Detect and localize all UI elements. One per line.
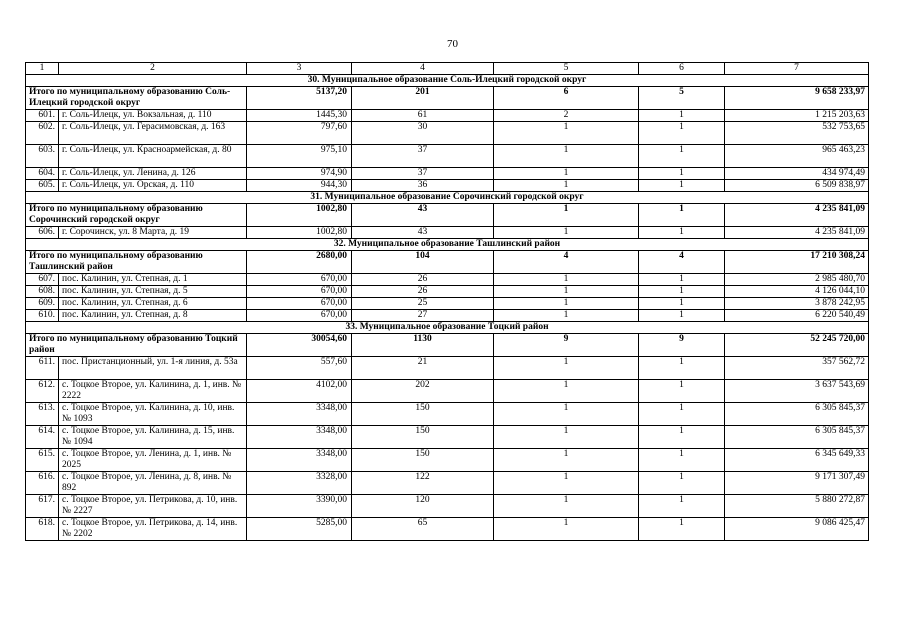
address-cell: г. Соль-Илецк, ул. Герасимовская, д. 163 xyxy=(59,122,247,145)
cost-cell: 9 171 307,49 xyxy=(725,472,869,495)
address-cell: пос. Калинин, ул. Степная, д. 5 xyxy=(59,286,247,298)
address-cell: с. Тоцкое Второе, ул. Калинина, д. 1, инв. № 2222 xyxy=(59,380,247,403)
section-title: 30. Муниципальное образование Соль-Илецкий городской округ xyxy=(26,75,869,87)
total-label: Итого по муниципальному образованию Тоцкий район xyxy=(26,334,247,357)
header-cell: 7 xyxy=(725,63,869,75)
buildings-cell: 1 xyxy=(639,122,725,145)
cost-cell: 3 637 543,69 xyxy=(725,380,869,403)
header-cell: 5 xyxy=(494,63,639,75)
residents-cell: 27 xyxy=(352,310,494,322)
area-cell: 4102,00 xyxy=(247,380,352,403)
count-cell: 1 xyxy=(494,380,639,403)
residents-cell: 202 xyxy=(352,380,494,403)
table-row xyxy=(26,403,869,426)
row-number-cell: 617. xyxy=(26,495,59,518)
area-cell: 797,60 xyxy=(247,122,352,145)
row-number-cell: 615. xyxy=(26,449,59,472)
row-number-cell: 606. xyxy=(26,227,59,239)
area-cell: 1445,30 xyxy=(247,110,352,122)
buildings-cell: 1 xyxy=(639,298,725,310)
area-cell: 974,90 xyxy=(247,168,352,180)
count-cell: 1 xyxy=(494,426,639,449)
section-title: 32. Муниципальное образование Ташлинский район xyxy=(26,239,869,251)
buildings-cell: 1 xyxy=(639,145,725,168)
housing-register-table xyxy=(25,62,869,541)
address-cell: с. Тоцкое Второе, ул. Калинина, д. 10, инв. № 1093 xyxy=(59,403,247,426)
buildings-cell: 1 xyxy=(639,449,725,472)
count-cell: 1 xyxy=(494,403,639,426)
cost-cell: 6 220 540,49 xyxy=(725,310,869,322)
row-number-cell: 613. xyxy=(26,403,59,426)
count-cell: 1 xyxy=(494,180,639,192)
total-area-cell: 30054,60 xyxy=(247,334,352,357)
cost-cell: 6 305 845,37 xyxy=(725,403,869,426)
residents-cell: 61 xyxy=(352,110,494,122)
residents-cell: 37 xyxy=(352,168,494,180)
total-area-cell: 2680,00 xyxy=(247,251,352,274)
area-cell: 670,00 xyxy=(247,298,352,310)
section-title: 33. Муниципальное образование Тоцкий район xyxy=(26,322,869,334)
table-row xyxy=(26,518,869,541)
total-row xyxy=(26,87,869,110)
total-count-cell: 4 xyxy=(494,251,639,274)
area-cell: 975,10 xyxy=(247,145,352,168)
buildings-cell: 1 xyxy=(639,472,725,495)
buildings-cell: 1 xyxy=(639,180,725,192)
count-cell: 1 xyxy=(494,274,639,286)
table-row xyxy=(26,122,869,145)
row-number-cell: 608. xyxy=(26,286,59,298)
table-row xyxy=(26,168,869,180)
residents-cell: 25 xyxy=(352,298,494,310)
buildings-cell: 1 xyxy=(639,518,725,541)
area-cell: 3390,00 xyxy=(247,495,352,518)
buildings-cell: 1 xyxy=(639,227,725,239)
residents-cell: 120 xyxy=(352,495,494,518)
table-row xyxy=(26,495,869,518)
total-label: Итого по муниципальному образованию Ташлинский район xyxy=(26,251,247,274)
count-cell: 1 xyxy=(494,168,639,180)
area-cell: 670,00 xyxy=(247,286,352,298)
count-cell: 1 xyxy=(494,122,639,145)
cost-cell: 965 463,23 xyxy=(725,145,869,168)
area-cell: 3348,00 xyxy=(247,403,352,426)
area-cell: 1002,80 xyxy=(247,227,352,239)
total-residents-cell: 43 xyxy=(352,204,494,227)
header-cell: 6 xyxy=(639,63,725,75)
row-number-cell: 609. xyxy=(26,298,59,310)
header-cell: 4 xyxy=(352,63,494,75)
section-heading-row xyxy=(26,192,869,204)
address-cell: пос. Калинин, ул. Степная, д. 1 xyxy=(59,274,247,286)
address-cell: с. Тоцкое Второе, ул. Ленина, д. 8, инв. № 892 xyxy=(59,472,247,495)
table-row xyxy=(26,426,869,449)
residents-cell: 30 xyxy=(352,122,494,145)
row-number-cell: 601. xyxy=(26,110,59,122)
row-number-cell: 612. xyxy=(26,380,59,403)
total-cost-cell: 9 658 233,97 xyxy=(725,87,869,110)
cost-cell: 2 985 480,70 xyxy=(725,274,869,286)
buildings-cell: 1 xyxy=(639,110,725,122)
header-cell: 3 xyxy=(247,63,352,75)
buildings-cell: 1 xyxy=(639,403,725,426)
section-heading-row xyxy=(26,322,869,334)
table-row xyxy=(26,145,869,168)
address-cell: г. Соль-Илецк, ул. Орская, д. 110 xyxy=(59,180,247,192)
count-cell: 1 xyxy=(494,495,639,518)
table-row xyxy=(26,310,869,322)
cost-cell: 532 753,65 xyxy=(725,122,869,145)
row-number-cell: 604. xyxy=(26,168,59,180)
count-cell: 1 xyxy=(494,310,639,322)
total-count-cell: 9 xyxy=(494,334,639,357)
total-residents-cell: 104 xyxy=(352,251,494,274)
row-number-cell: 618. xyxy=(26,518,59,541)
total-buildings-cell: 9 xyxy=(639,334,725,357)
total-buildings-cell: 1 xyxy=(639,204,725,227)
total-residents-cell: 1130 xyxy=(352,334,494,357)
address-cell: пос. Калинин, ул. Степная, д. 6 xyxy=(59,298,247,310)
address-cell: пос. Пристанционный, ул. 1-я линия, д. 53а xyxy=(59,357,247,380)
address-cell: с. Тоцкое Второе, ул. Ленина, д. 1, инв. № 2025 xyxy=(59,449,247,472)
total-buildings-cell: 4 xyxy=(639,251,725,274)
total-label: Итого по муниципальному образованию Сорочинский городской округ xyxy=(26,204,247,227)
residents-cell: 122 xyxy=(352,472,494,495)
total-row xyxy=(26,204,869,227)
total-row xyxy=(26,251,869,274)
count-cell: 1 xyxy=(494,518,639,541)
buildings-cell: 1 xyxy=(639,286,725,298)
cost-cell: 6 509 838,97 xyxy=(725,180,869,192)
address-cell: г. Соль-Илецк, ул. Вокзальная, д. 110 xyxy=(59,110,247,122)
section-title: 31. Муниципальное образование Сорочинский городской округ xyxy=(26,192,869,204)
cost-cell: 5 880 272,87 xyxy=(725,495,869,518)
residents-cell: 26 xyxy=(352,286,494,298)
count-cell: 1 xyxy=(494,472,639,495)
address-cell: пос. Калинин, ул. Степная, д. 8 xyxy=(59,310,247,322)
buildings-cell: 1 xyxy=(639,357,725,380)
header-cell: 2 xyxy=(59,63,247,75)
area-cell: 670,00 xyxy=(247,310,352,322)
row-number-cell: 611. xyxy=(26,357,59,380)
page-number: 70 xyxy=(447,38,458,50)
residents-cell: 36 xyxy=(352,180,494,192)
table-row xyxy=(26,110,869,122)
buildings-cell: 1 xyxy=(639,274,725,286)
total-count-cell: 6 xyxy=(494,87,639,110)
residents-cell: 150 xyxy=(352,449,494,472)
address-cell: с. Тоцкое Второе, ул. Петрикова, д. 10, инв. № 2227 xyxy=(59,495,247,518)
header-cell: 1 xyxy=(26,63,59,75)
total-buildings-cell: 5 xyxy=(639,87,725,110)
total-residents-cell: 201 xyxy=(352,87,494,110)
table-row xyxy=(26,298,869,310)
total-area-cell: 1002,80 xyxy=(247,204,352,227)
residents-cell: 26 xyxy=(352,274,494,286)
area-cell: 3328,00 xyxy=(247,472,352,495)
total-label: Итого по муниципальному образованию Соль-Илецкий городской округ xyxy=(26,87,247,110)
section-heading-row xyxy=(26,75,869,87)
count-cell: 1 xyxy=(494,298,639,310)
count-cell: 1 xyxy=(494,357,639,380)
row-number-cell: 605. xyxy=(26,180,59,192)
cost-cell: 9 086 425,47 xyxy=(725,518,869,541)
section-heading-row xyxy=(26,239,869,251)
buildings-cell: 1 xyxy=(639,168,725,180)
area-cell: 670,00 xyxy=(247,274,352,286)
row-number-cell: 607. xyxy=(26,274,59,286)
table-row xyxy=(26,449,869,472)
row-number-cell: 610. xyxy=(26,310,59,322)
count-cell: 2 xyxy=(494,110,639,122)
row-number-cell: 603. xyxy=(26,145,59,168)
residents-cell: 37 xyxy=(352,145,494,168)
row-number-cell: 602. xyxy=(26,122,59,145)
cost-cell: 6 345 649,33 xyxy=(725,449,869,472)
total-cost-cell: 17 210 308,24 xyxy=(725,251,869,274)
column-number-row xyxy=(26,63,869,75)
table-row xyxy=(26,286,869,298)
residents-cell: 65 xyxy=(352,518,494,541)
row-number-cell: 614. xyxy=(26,426,59,449)
total-row xyxy=(26,334,869,357)
count-cell: 1 xyxy=(494,227,639,239)
address-cell: г. Соль-Илецк, ул. Красноармейская, д. 80 xyxy=(59,145,247,168)
table-row xyxy=(26,227,869,239)
cost-cell: 6 305 845,37 xyxy=(725,426,869,449)
area-cell: 3348,00 xyxy=(247,449,352,472)
table-row xyxy=(26,357,869,380)
residents-cell: 43 xyxy=(352,227,494,239)
total-cost-cell: 52 245 720,00 xyxy=(725,334,869,357)
buildings-cell: 1 xyxy=(639,426,725,449)
address-cell: с. Тоцкое Второе, ул. Калинина, д. 15, инв. № 1094 xyxy=(59,426,247,449)
table-row xyxy=(26,380,869,403)
cost-cell: 434 974,49 xyxy=(725,168,869,180)
table-row xyxy=(26,180,869,192)
total-count-cell: 1 xyxy=(494,204,639,227)
table-body xyxy=(26,63,869,541)
residents-cell: 21 xyxy=(352,357,494,380)
cost-cell: 357 562,72 xyxy=(725,357,869,380)
count-cell: 1 xyxy=(494,449,639,472)
cost-cell: 3 878 242,95 xyxy=(725,298,869,310)
residents-cell: 150 xyxy=(352,403,494,426)
cost-cell: 1 215 203,63 xyxy=(725,110,869,122)
table-row xyxy=(26,472,869,495)
table-row xyxy=(26,274,869,286)
area-cell: 557,60 xyxy=(247,357,352,380)
cost-cell: 4 126 044,10 xyxy=(725,286,869,298)
count-cell: 1 xyxy=(494,145,639,168)
buildings-cell: 1 xyxy=(639,310,725,322)
buildings-cell: 1 xyxy=(639,495,725,518)
address-cell: г. Соль-Илецк, ул. Ленина, д. 126 xyxy=(59,168,247,180)
area-cell: 5285,00 xyxy=(247,518,352,541)
buildings-cell: 1 xyxy=(639,380,725,403)
area-cell: 944,30 xyxy=(247,180,352,192)
area-cell: 3348,00 xyxy=(247,426,352,449)
cost-cell: 4 235 841,09 xyxy=(725,227,869,239)
address-cell: г. Сорочинск, ул. 8 Марта, д. 19 xyxy=(59,227,247,239)
total-cost-cell: 4 235 841,09 xyxy=(725,204,869,227)
residents-cell: 150 xyxy=(352,426,494,449)
total-area-cell: 5137,20 xyxy=(247,87,352,110)
address-cell: с. Тоцкое Второе, ул. Петрикова, д. 14, инв. № 2202 xyxy=(59,518,247,541)
row-number-cell: 616. xyxy=(26,472,59,495)
count-cell: 1 xyxy=(494,286,639,298)
